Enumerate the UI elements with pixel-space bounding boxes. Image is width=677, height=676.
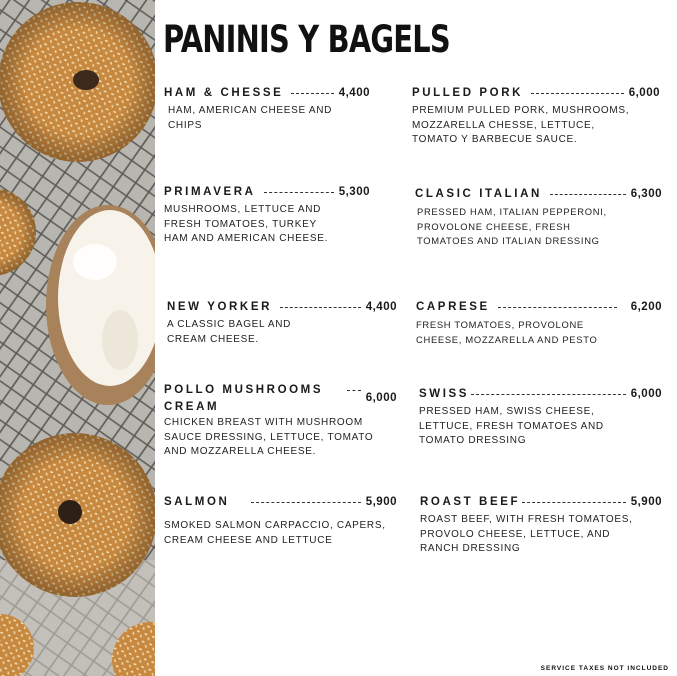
item-price: 5,900 — [630, 496, 662, 508]
item-name: ROAST BEEF — [420, 496, 521, 508]
item-name: CLASIC ITALIAN — [415, 188, 542, 200]
footer-note: SERVICE TAXES NOT INCLUDED — [540, 665, 669, 672]
dash-leader — [280, 307, 361, 308]
dash-leader — [498, 307, 617, 308]
dash-leader — [251, 502, 360, 503]
item-name: SWISS — [419, 388, 470, 400]
item-description: ROAST BEEF, WITH FRESH TOMATOES, PROVOLO CHEESE, LETTUCE, AND RANCH DRESSING — [420, 514, 633, 554]
menu-item-caprese — [416, 299, 662, 347]
menu-item-roast-beef — [420, 494, 662, 557]
item-name: HAM & CHESSE — [164, 87, 284, 99]
menu-item-swiss — [419, 386, 662, 449]
item-name: POLLO MUSHROOMS CREAM — [164, 384, 324, 413]
dash-leader — [347, 390, 361, 391]
item-description: FRESH TOMATOES, PROVOLONE CHEESE, MOZZARELLA AND PESTO — [416, 319, 598, 345]
page-title: PANINIS Y BAGELS — [163, 18, 450, 61]
dash-leader — [471, 394, 626, 395]
item-price: 6,000 — [630, 388, 662, 400]
item-price: 4,400 — [365, 301, 397, 313]
item-price: 5,300 — [338, 186, 370, 198]
item-name: SALMON — [164, 496, 230, 508]
item-price: 4,400 — [338, 87, 370, 99]
menu-item-pulled-pork — [412, 85, 660, 148]
menu-item-primavera — [164, 184, 370, 247]
dash-leader — [522, 502, 626, 503]
dash-leader — [291, 93, 333, 94]
menu-item-new-yorker — [167, 299, 397, 347]
item-description: PRESSED HAM, SWISS CHEESE, LETTUCE, FRESH TOMATOES AND TOMATO DRESSING — [419, 406, 604, 446]
item-price: 6,300 — [630, 188, 662, 200]
dash-leader — [550, 194, 626, 195]
item-name: CAPRESE — [416, 301, 490, 313]
menu-item-ham-chesse — [164, 85, 370, 133]
item-name: PULLED PORK — [412, 87, 524, 99]
item-description: CHICKEN BREAST WITH MUSHROOM SAUCE DRESSING, LETTUCE, TOMATO AND MOZZARELLA CHEESE. — [164, 417, 374, 457]
item-description: MUSHROOMS, LETTUCE AND FRESH TOMATOES, TURKEY HAM AND AMERICAN CHEESE. — [164, 204, 329, 244]
item-price: 6,000 — [628, 87, 660, 99]
bagel-photo — [0, 0, 155, 676]
item-description: SMOKED SALMON CARPACCIO, CAPERS, CREAM CHEESE AND LETTUCE — [164, 520, 386, 546]
dash-leader — [531, 93, 624, 94]
item-description: A CLASSIC BAGEL AND CREAM CHEESE. — [167, 319, 292, 345]
item-price: 5,900 — [365, 496, 397, 508]
item-name: NEW YORKER — [167, 301, 273, 313]
menu-item-salmon — [164, 494, 397, 548]
item-description: HAM, AMERICAN CHEESE AND CHIPS — [168, 105, 333, 131]
dash-leader — [264, 192, 334, 193]
item-description: PRESSED HAM, ITALIAN PEPPERONI, PROVOLONE CHEESE, FRESH TOMATOES AND ITALIAN DRESSING — [417, 206, 607, 246]
menu-item-clasic-italian — [415, 186, 662, 249]
item-description: PREMIUM PULLED PORK, MUSHROOMS, MOZZARELLA CHESSE, LETTUCE, TOMATO Y BARBECUE SAUCE. — [412, 105, 630, 145]
item-price: 6,000 — [365, 392, 397, 404]
menu-item-pollo-mushrooms-cream — [164, 382, 397, 460]
item-name: PRIMAVERA — [164, 186, 256, 198]
item-price: 6,200 — [630, 301, 662, 313]
